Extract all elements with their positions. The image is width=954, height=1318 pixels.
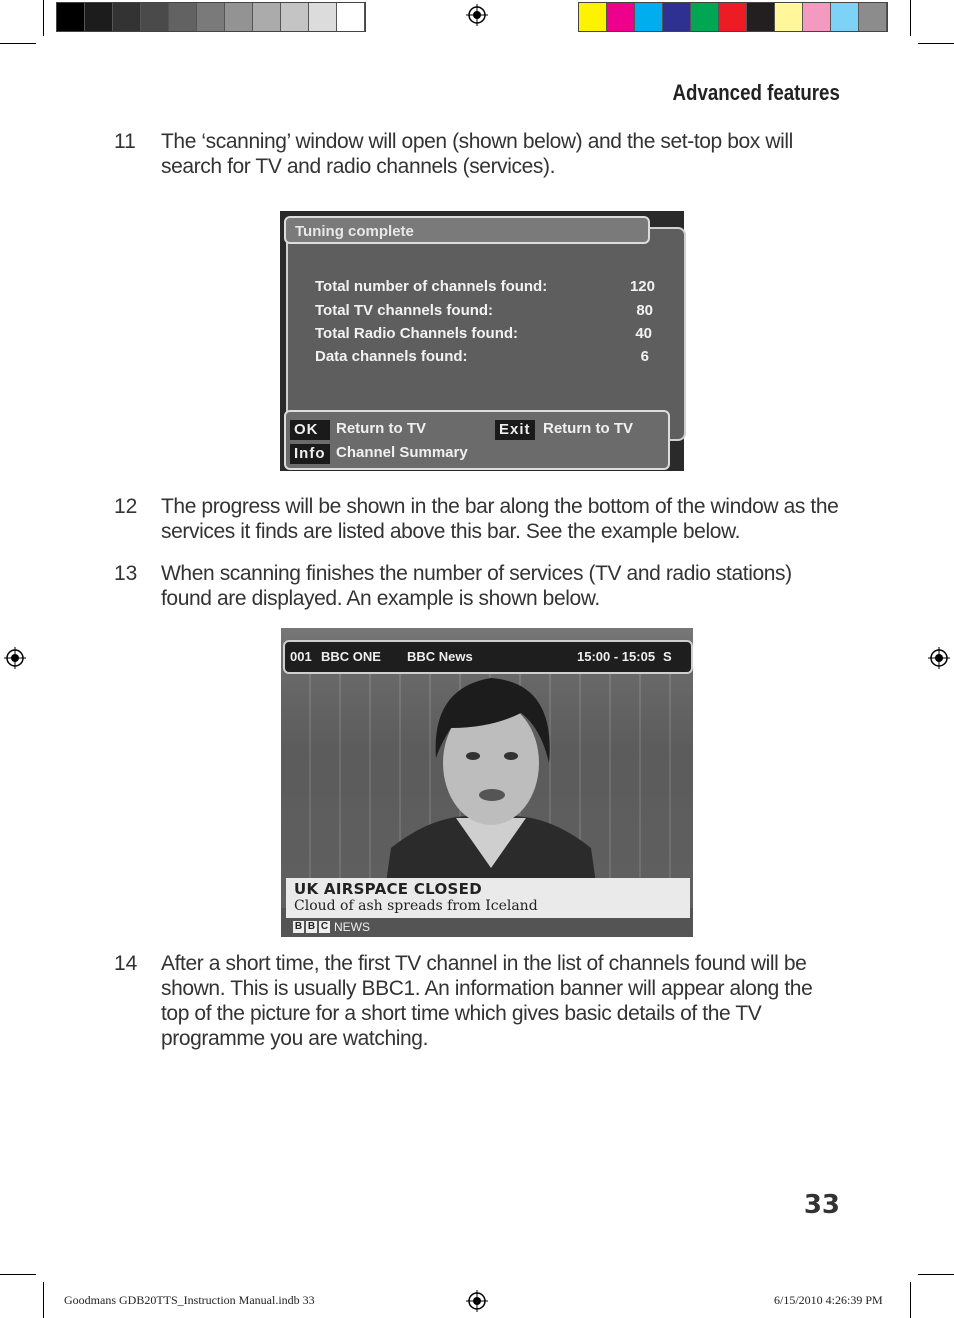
step-number: 14 [114,952,138,975]
color-swatch [607,3,635,31]
stat-row [315,348,655,365]
color-swatch [197,3,225,31]
color-swatch [281,3,309,31]
step-number: 13 [114,562,138,585]
stat-row [315,302,655,319]
stat-value: 80 [636,302,653,319]
step-text: The progress will be shown in the bar along the bottom of the window as the services it finds are listed above this bar. See the example below. [161,495,839,543]
color-swatch [85,3,113,31]
color-swatch [747,3,775,31]
exit-key-label: Return to TV [543,420,633,437]
stat-row [315,278,655,295]
bbc-news-screenshot [281,628,693,937]
greyscale-calibration-bar [56,2,366,32]
logo-word: NEWS [334,920,370,934]
programme-name: BBC News [407,649,473,664]
step-number: 12 [114,495,138,518]
registration-mark-icon [466,1290,488,1312]
news-headline: UK AIRSPACE CLOSED [294,880,482,898]
color-swatch [113,3,141,31]
print-slug-datetime: 6/15/2010 4:26:39 PM [774,1293,883,1307]
ok-key-label: Return to TV [336,420,426,437]
color-swatch [635,3,663,31]
tuning-complete-screenshot [280,211,684,471]
crop-mark [910,1282,911,1318]
stat-label: Total Radio Channels found: [315,325,519,342]
crop-mark [43,1282,44,1318]
color-swatch [663,3,691,31]
color-swatch [831,3,859,31]
news-caption [286,878,690,918]
tuning-title: Tuning complete [284,216,650,244]
programme-time: 15:00 - 15:05 [577,649,656,664]
stat-value: 120 [629,278,655,295]
crop-mark [43,0,44,36]
logo-letter: C [320,921,329,932]
color-swatch [309,3,337,31]
step-text: When scanning finishes the number of services (TV and radio stations) found are displayed. An example is shown below. [161,562,792,610]
section-title: Advanced features [672,80,840,105]
stat-label: Data channels found: [315,348,468,365]
stat-value: 6 [640,348,649,365]
channel-number: 001 [290,649,312,664]
stat-value: 40 [635,325,652,342]
color-swatch [775,3,803,31]
subtitle-flag: S [663,649,672,664]
info-key: Info [290,444,330,464]
color-swatch [253,3,281,31]
stat-row [315,325,655,342]
tuning-footer [284,410,670,470]
crop-mark [0,1274,36,1275]
stat-label: Total TV channels found: [315,302,494,319]
color-swatch [141,3,169,31]
ok-key: OK [290,420,330,440]
color-swatch [337,3,365,31]
step-number: 11 [114,130,136,153]
crop-mark [0,43,36,44]
crop-mark [918,43,954,44]
info-banner [283,640,693,674]
color-swatch [169,3,197,31]
color-swatch [859,3,887,31]
crop-mark [918,1274,954,1275]
news-subheadline: Cloud of ash spreads from Iceland [294,898,538,914]
color-calibration-bar [578,2,888,32]
color-swatch [225,3,253,31]
color-swatch [719,3,747,31]
page-number: 33 [803,1190,840,1220]
registration-mark-icon [928,647,950,669]
print-slug-file: Goodmans GDB20TTS_Instruction Manual.indb 33 [64,1293,315,1307]
step-text: After a short time, the first TV channel in the list of channels found will be shown. This is usually BBC1. An information banner will appear along the top of the picture for a short time which gives basic details of the TV programme you are watching. [161,952,813,1050]
bbc-news-logo [293,920,370,934]
stat-label: Total number of channels found: [315,278,548,295]
info-key-label: Channel Summary [336,444,468,461]
logo-letter: B [294,921,303,932]
step-text: The ‘scanning’ window will open (shown below) and the set-top box will search for TV and radio channels (services). [161,130,793,178]
logo-letter: B [307,921,316,932]
color-swatch [803,3,831,31]
color-swatch [691,3,719,31]
color-swatch [57,3,85,31]
color-swatch [579,3,607,31]
channel-name: BBC ONE [321,649,381,664]
exit-key: Exit [495,420,535,440]
registration-mark-icon [466,4,488,26]
crop-mark [910,0,911,36]
registration-mark-icon [4,647,26,669]
